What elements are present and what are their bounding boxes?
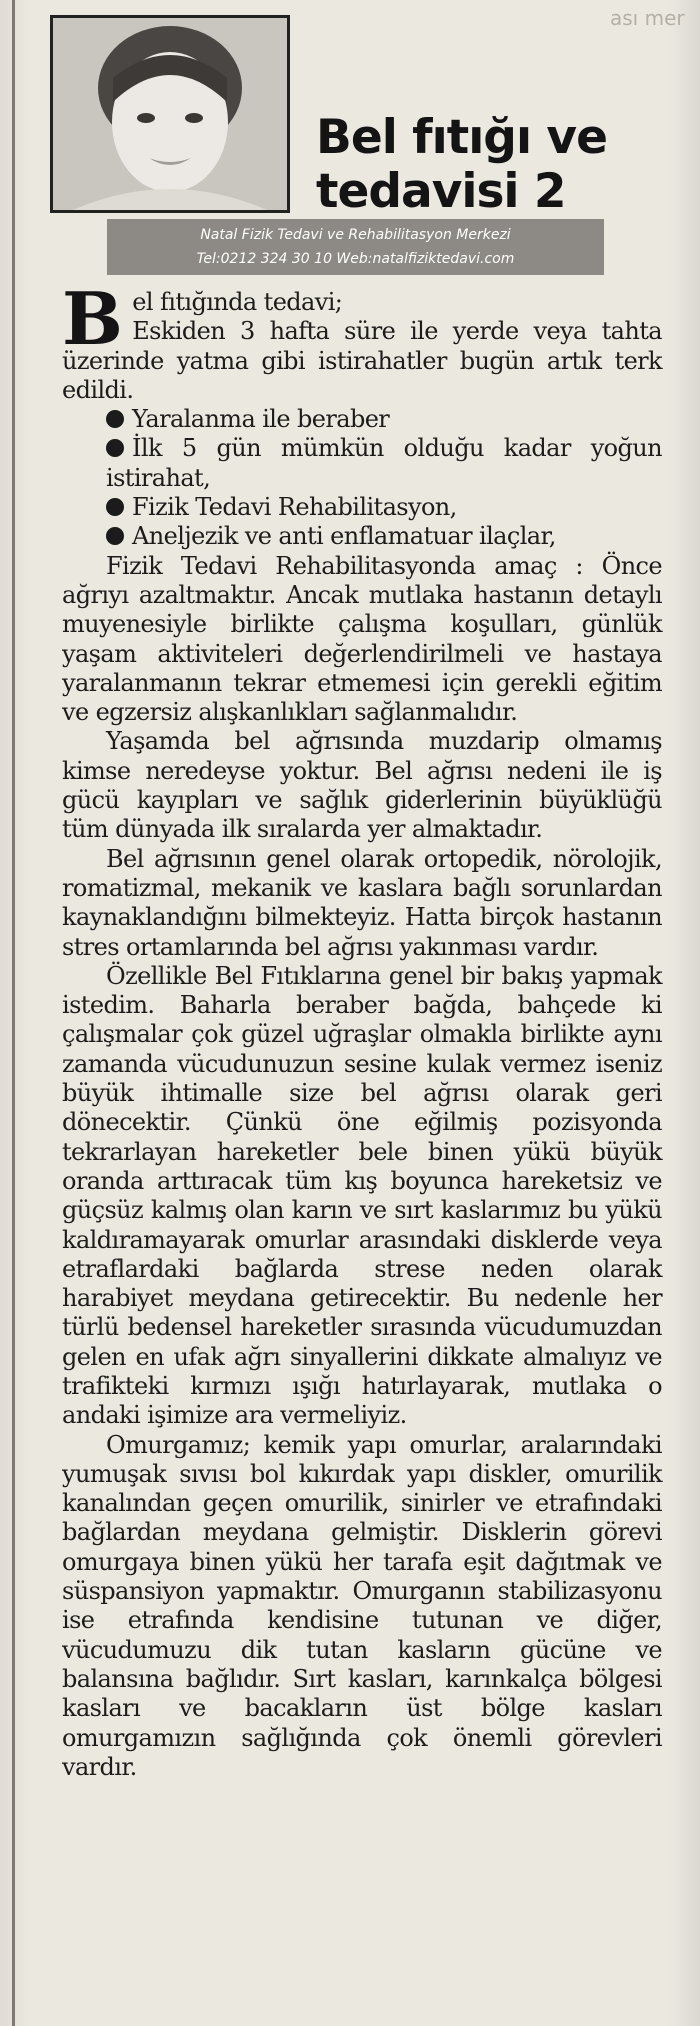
bullet-item: Aneljezik ve anti enflamatuar ilaçlar, <box>62 522 662 551</box>
bullet-dot-icon <box>106 439 124 457</box>
article-title <box>316 111 686 219</box>
paragraph-spine-anatomy: Omurgamız; kemik yapı omurlar, aralarındaki yumuşak sıvısı bol kıkırdak yapı diskler, omurilik kanalından geçen omurilik, sinirler ve etrafındaki bağlardan meydana gelmiştir. Disklerin görevi omurgaya binen yükü her tarafa eşit dağıtmak ve süspansiyon yapmaktır. Omurganın stabilizasyonu ise etrafında kendisine tutunan ve diğer, vücudumuzu dik tutan kasların gücüne ve balansına bağlıdır. Sırt kasları, karınkalça bölgesi kasları ve bacakların üst bölge kasları omurgamızın sağlığında çok önemli görevleri vardır. <box>62 1430 662 1781</box>
neighbor-article-fragment: ası mer <box>610 6 685 30</box>
title-line-2: tedavisi 2 <box>316 164 566 220</box>
article-body <box>62 276 662 1782</box>
intro-heading: el fıtığında tedavi; <box>132 288 343 316</box>
title-line-1: Bel fıtığı ve <box>316 110 607 166</box>
intro-paragraph <box>62 276 662 405</box>
author-credit-bar <box>107 219 604 275</box>
bullet-item: İlk 5 gün mümkün olduğu kadar yoğun istirahat, <box>106 434 662 492</box>
bullet-dot-icon <box>106 498 124 516</box>
paragraph-back-pain-causes: Bel ağrısının genel olarak ortopedik, nörolojik, romatizmal, mekanik ve kaslara bağlı sorunlardan kaynaklandığını bilmekteyiz. Hatta birçok hastanın stres ortamlarında bel ağrısı yakınması vardır. <box>62 844 662 961</box>
bullet-item: Fizik Tedavi Rehabilitasyon, <box>62 493 662 522</box>
column-rule <box>12 0 15 2026</box>
author-photo <box>50 15 290 213</box>
bullet-dot-icon <box>106 410 124 428</box>
bullet-item: Yaralanma ile beraber <box>62 405 662 434</box>
paragraph-rehab-goal: Fizik Tedavi Rehabilitasyonda amaç : Önce ağrıyı azaltmaktır. Ancak mutlaka hastanın detaylı muyenesiyle birlikte çalışma koşulları, günlük yaşam aktiviteleri değerlendirilmeli ve hastaya yaralanmanın tekrar etmemesi için gerekli eğitim ve egzersiz alışkanlıkları sağlanmalıdır. <box>62 551 662 727</box>
drop-cap: B <box>62 276 123 361</box>
author-portrait-image <box>53 18 287 210</box>
credit-contact: Tel:0212 324 30 10 Web:natalfiziktedavi.com <box>196 251 515 267</box>
credit-center-name: Natal Fizik Tedavi ve Rehabilitasyon Merkezi <box>200 227 511 243</box>
bullet-dot-icon <box>106 527 124 545</box>
intro-text: Eskiden 3 hafta süre ile yerde veya tahta üzerinde yatma gibi istirahatler bugün artık terk edildi. <box>62 317 662 404</box>
paragraph-hernia-overview: Özellikle Bel Fıtıklarına genel bir bakış yapmak istedim. Baharla beraber bağda, bahçede ki çalışmalar çok güzel uğraşlar olmakla birlikte aynı zamanda vücudunuzun sesine kulak vermez iseniz büyük ihtimalle size bel ağrısı olarak geri dönecektir. Çünkü öne eğilmiş pozisyonda tekrarlayan hareketler bele binen yükü büyük oranda arttıracak tüm kış boyunca hareketsiz ve güçsüz kalmış olan karın ve sırt kaslarımız bu yükü kaldıramayarak omurlar arasındaki disklerde veya etraflardaki bağlarda strese neden olarak harabiyet meydana getirecektir. Bu nedenle her türlü bedensel hareketler sırasında vücudumuzdan gelen en ufak ağrı sinyallerini dikkate almalıyız ve trafikteki kırmızı ışığı hatırlayarak, mutlaka o andaki işimize ara vermeliyiz. <box>62 961 662 1430</box>
paragraph-back-pain-prevalence: Yaşamda bel ağrısında muzdarip olmamış kimse neredeyse yoktur. Bel ağrısı nedeni ile iş gücü kayıpları ve sağlık giderlerinin büyüklüğü tüm dünyada ilk sıralarda yer almaktadır. <box>62 727 662 844</box>
